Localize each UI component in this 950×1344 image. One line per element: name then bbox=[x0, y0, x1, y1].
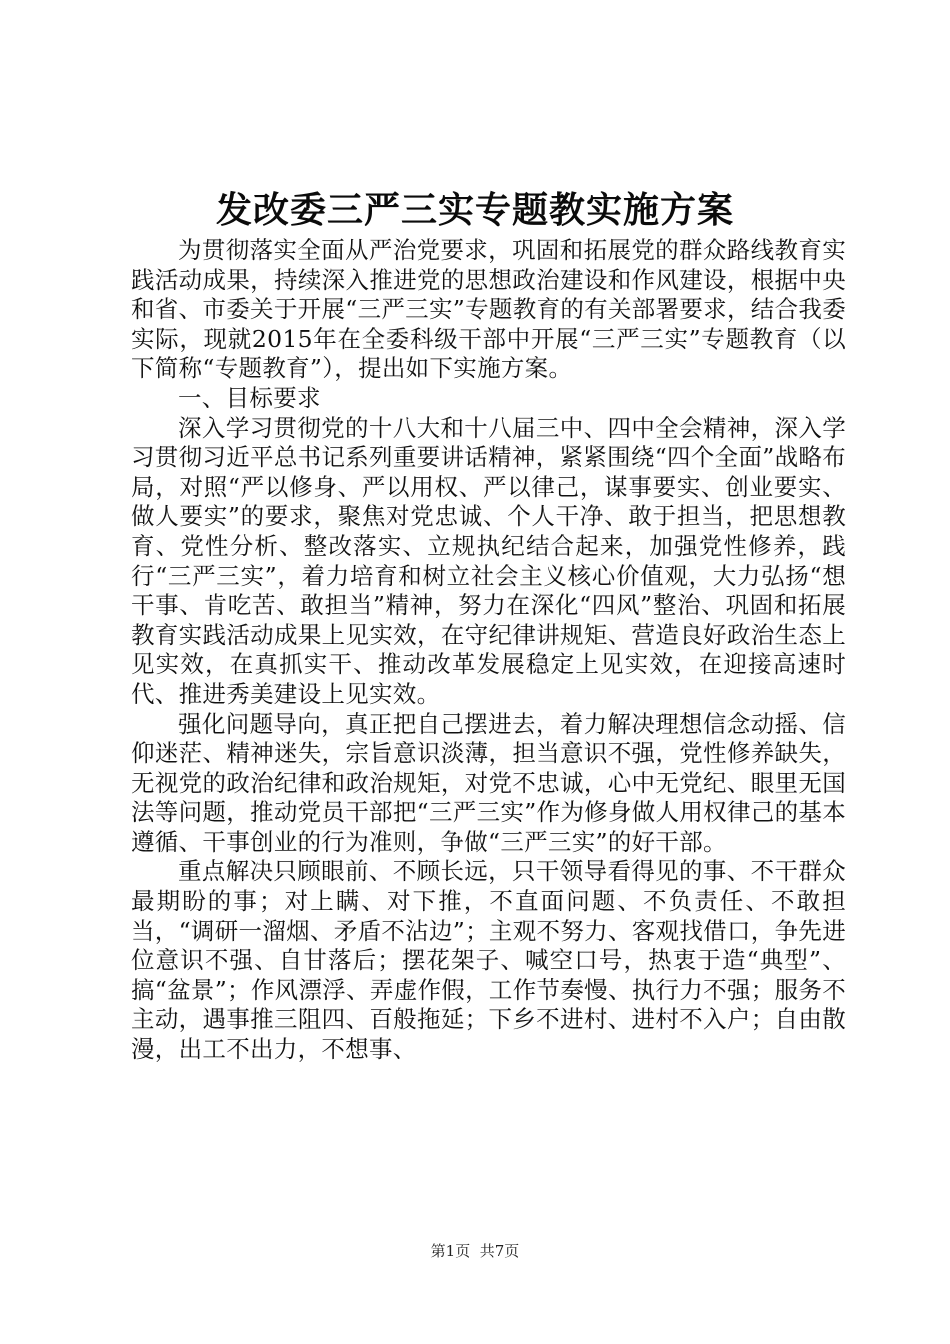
document-body bbox=[131, 236, 846, 1065]
page-number: 第1页 bbox=[430, 1242, 471, 1260]
page-footer bbox=[0, 1241, 950, 1261]
paragraph-key-issues: 重点解决只顾眼前、不顾长远，只干领导看得见的事、不干群众最期盼的事；对上瞒、对下推，不直面问题、不负责任、不敢担当，“调研一溜烟、矛盾不沾边”；主观不努力、客观找借口，争先进位意识不强、自甘落后；摆花架子、喊空口号，热衷于造“典型”、搞“盆景”；作风漂浮、弄虚作假，工作节奏慢、执行力不强；服务不主动，遇事推三阻四、百般拖延；下乡不进村、进村不入户；自由散漫，出工不出力，不想事、 bbox=[131, 857, 846, 1064]
page-total: 共7页 bbox=[479, 1242, 520, 1260]
document-title: 发改委三严三实专题教实施方案 bbox=[215, 189, 734, 231]
paragraph-intro: 为贯彻落实全面从严治党要求，巩固和拓展党的群众路线教育实践活动成果，持续深入推进党的思想政治建设和作风建设，根据中央和省、市委关于开展“三严三实”专题教育的有关部署要求，结合我委实际，现就2015年在全委科级干部中开展“三严三实”专题教育（以下简称“专题教育”），提出如下实施方案。 bbox=[131, 236, 846, 383]
section-heading: 一、目标要求 bbox=[178, 383, 321, 412]
paragraph-problem-orientation: 强化问题导向，真正把自己摆进去，着力解决理想信念动摇、信仰迷茫、精神迷失，宗旨意识淡薄，担当意识不强，党性修养缺失，无视党的政治纪律和政治规矩，对党不忠诚，心中无党纪、眼里无国法等问题，推动党员干部把“三严三实”作为修身做人用权律己的基本遵循、干事创业的行为准则，争做“三严三实”的好干部。 bbox=[131, 709, 846, 856]
paragraph-goals: 深入学习贯彻党的十八大和十八届三中、四中全会精神，深入学习贯彻习近平总书记系列重要讲话精神，紧紧围绕“四个全面”战略布局，对照“严以修身、严以用权、严以律己，谋事要实、创业要实、做人要实”的要求，聚焦对党忠诚、个人干净、敢于担当，把思想教育、党性分析、整改落实、立规执纪结合起来，加强党性修养，践行“三严三实”，着力培育和树立社会主义核心价值观，大力弘扬“想干事、肯吃苦、敢担当”精神，努力在深化“四风”整治、巩固和拓展教育实践活动成果上见实效，在守纪律讲规矩、营造良好政治生态上见实效，在真抓实干、推动改革发展稳定上见实效，在迎接高速时代、推进秀美建设上见实效。 bbox=[131, 413, 846, 708]
